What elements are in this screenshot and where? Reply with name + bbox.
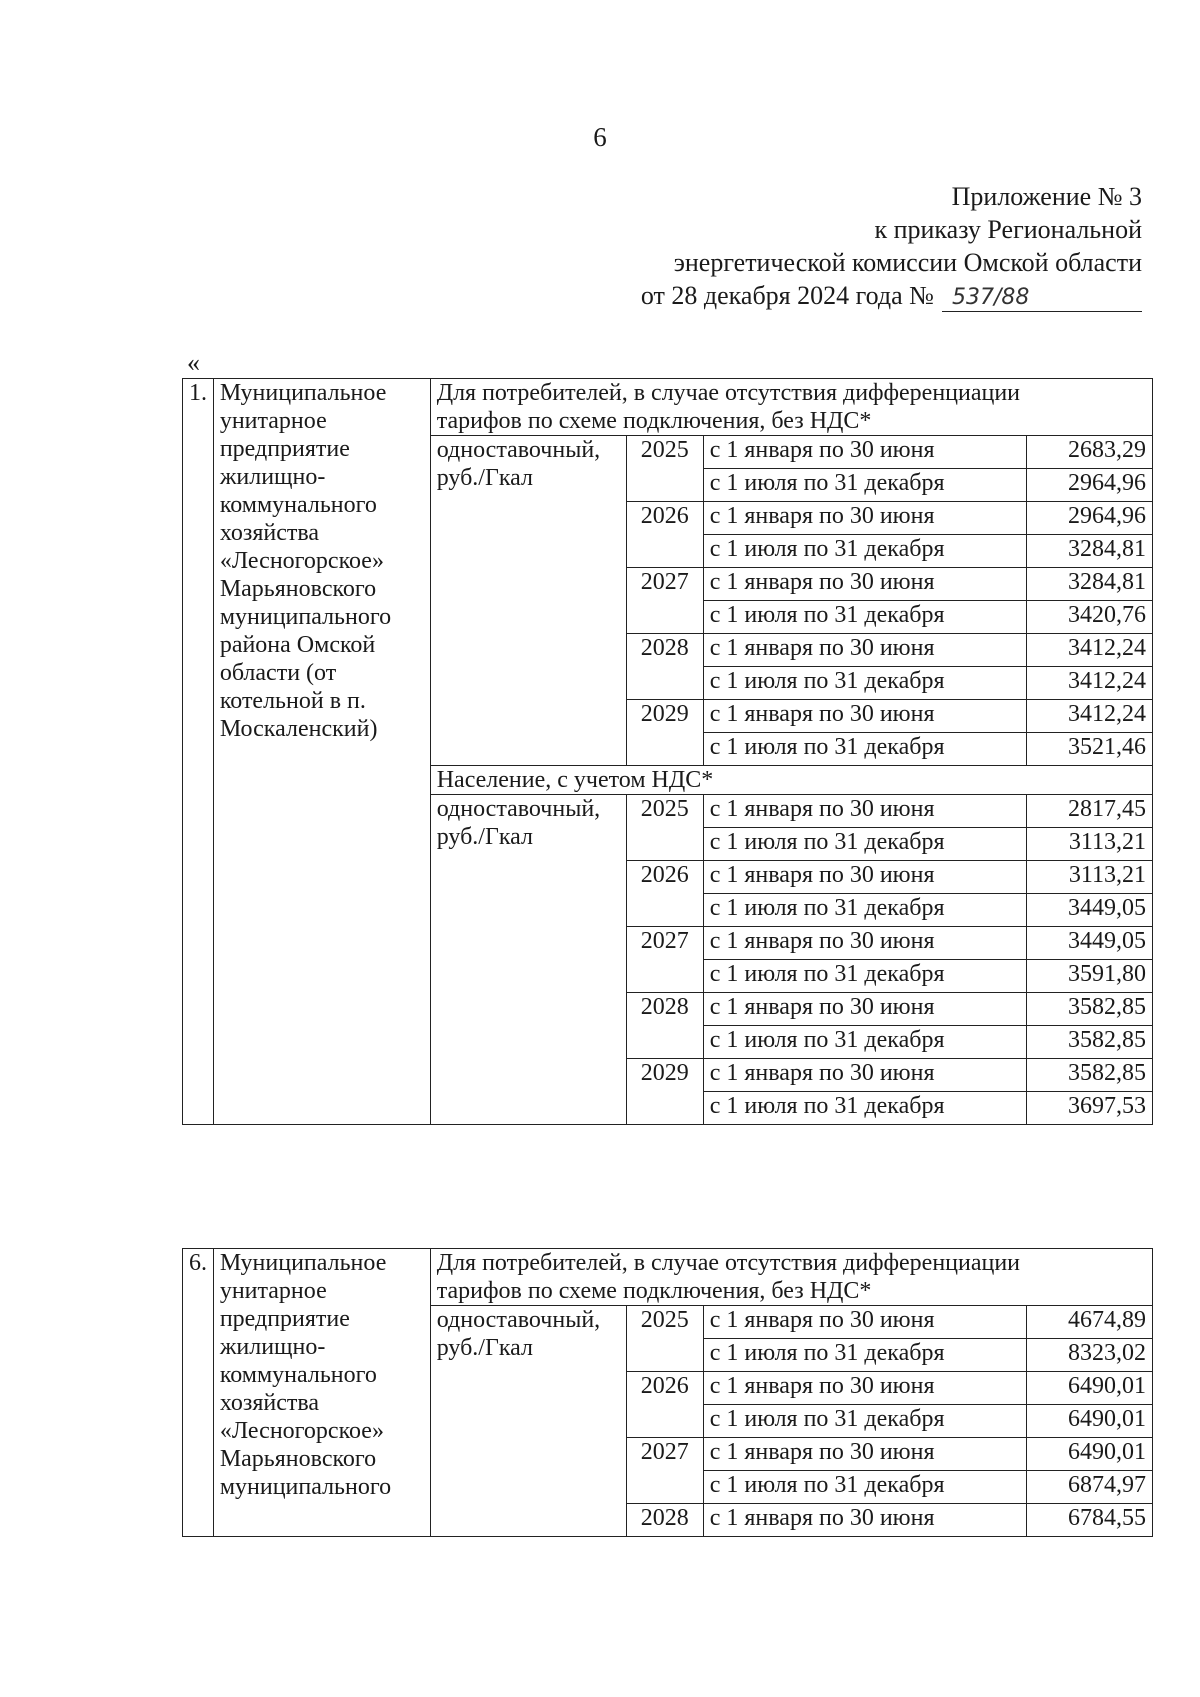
value-cell: 3412,24	[1027, 700, 1153, 733]
value-cell: 3449,05	[1027, 927, 1153, 960]
tariff-table-1	[182, 378, 1153, 1125]
year-cell: 2026	[626, 861, 703, 927]
value-cell: 3412,24	[1027, 634, 1153, 667]
row-number: 6.	[183, 1249, 214, 1537]
period-cell: с 1 июля по 31 декабря	[703, 960, 1027, 993]
cell-line: муниципального	[219, 604, 392, 630]
appendix-line-2: к приказу Региональной	[874, 215, 1142, 244]
cell-line: хозяйства	[219, 1390, 320, 1416]
period-cell: с 1 января по 30 июня	[703, 993, 1027, 1026]
cell-line: «Лесногорское»	[219, 1418, 384, 1444]
cell-line: одноставочный,	[436, 1307, 601, 1333]
appendix-line-3: энергетической комиссии Омской области	[673, 248, 1142, 277]
cell-line: Муниципальное	[219, 1250, 387, 1276]
section-heading-row	[183, 1249, 1153, 1306]
period-cell: с 1 июля по 31 декабря	[703, 1092, 1027, 1125]
period-cell: с 1 января по 30 июня	[703, 1438, 1027, 1471]
year-cell: 2026	[626, 502, 703, 568]
cell-line: муниципального	[219, 1474, 392, 1500]
value-cell: 2817,45	[1027, 795, 1153, 828]
row-number: 1.	[183, 379, 214, 1125]
period-cell: с 1 июля по 31 декабря	[703, 1471, 1027, 1504]
cell-line: Москаленский)	[219, 716, 378, 742]
period-cell: с 1 января по 30 июня	[703, 861, 1027, 894]
appendix-header	[641, 180, 1142, 312]
period-cell: с 1 июля по 31 декабря	[703, 1405, 1027, 1438]
order-date: от 28 декабря 2024 года №	[640, 281, 934, 310]
value-cell: 3113,21	[1027, 861, 1153, 894]
value-cell: 3697,53	[1027, 1092, 1153, 1125]
year-cell: 2027	[626, 568, 703, 634]
period-cell: с 1 января по 30 июня	[703, 502, 1027, 535]
period-cell: с 1 июля по 31 декабря	[703, 1026, 1027, 1059]
tariff-type	[430, 795, 626, 1125]
value-cell: 3412,24	[1027, 667, 1153, 700]
period-cell: с 1 января по 30 июня	[703, 1372, 1027, 1405]
value-cell: 3591,80	[1027, 960, 1153, 993]
value-cell: 3582,85	[1027, 1059, 1153, 1092]
cell-line: предприятие	[219, 1306, 350, 1332]
order-number-handwritten: 537/88	[942, 285, 1142, 312]
cell-line: одноставочный,	[436, 796, 601, 822]
period-cell: с 1 июля по 31 декабря	[703, 667, 1027, 700]
cell-line: жилищно-	[219, 464, 326, 490]
cell-line: Население, с учетом НДС*	[436, 767, 714, 793]
period-cell: с 1 июля по 31 декабря	[703, 469, 1027, 502]
cell-line: котельной в п.	[219, 688, 366, 714]
cell-line: Муниципальное	[219, 380, 387, 406]
year-cell: 2027	[626, 1438, 703, 1504]
order-line	[641, 279, 1142, 312]
period-cell: с 1 января по 30 июня	[703, 795, 1027, 828]
year-cell: 2028	[626, 634, 703, 700]
period-cell: с 1 января по 30 июня	[703, 927, 1027, 960]
period-cell: с 1 января по 30 июня	[703, 700, 1027, 733]
period-cell: с 1 января по 30 июня	[703, 1059, 1027, 1092]
value-cell: 3582,85	[1027, 1026, 1153, 1059]
section-heading	[430, 379, 1152, 436]
cell-line: «Лесногорское»	[219, 548, 384, 574]
value-cell: 3284,81	[1027, 568, 1153, 601]
value-cell: 6784,55	[1027, 1504, 1153, 1537]
organization-name	[213, 1249, 430, 1537]
cell-line: Для потребителей, в случае отсутствия дифференциации	[436, 1250, 1021, 1276]
cell-line: тарифов по схеме подключения, без НДС*	[436, 1278, 872, 1304]
value-cell: 2964,96	[1027, 502, 1153, 535]
year-cell: 2025	[626, 795, 703, 861]
period-cell: с 1 июля по 31 декабря	[703, 733, 1027, 766]
cell-line: коммунального	[219, 492, 377, 518]
section-heading	[430, 766, 1152, 795]
cell-line: руб./Гкал	[436, 465, 533, 491]
value-cell: 6490,01	[1027, 1438, 1153, 1471]
cell-line: руб./Гкал	[436, 1335, 533, 1361]
cell-line: жилищно-	[219, 1334, 326, 1360]
cell-line: унитарное	[219, 408, 327, 434]
year-cell: 2028	[626, 1504, 703, 1537]
cell-line: тарифов по схеме подключения, без НДС*	[436, 408, 872, 434]
year-cell: 2029	[626, 700, 703, 766]
page-number: 6	[593, 122, 607, 152]
tariff-type	[430, 436, 626, 766]
period-cell: с 1 января по 30 июня	[703, 436, 1027, 469]
value-cell: 4674,89	[1027, 1306, 1153, 1339]
cell-line: коммунального	[219, 1362, 377, 1388]
value-cell: 3449,05	[1027, 894, 1153, 927]
value-cell: 6874,97	[1027, 1471, 1153, 1504]
year-cell: 2028	[626, 993, 703, 1059]
year-cell: 2027	[626, 927, 703, 993]
year-cell: 2029	[626, 1059, 703, 1125]
value-cell: 2683,29	[1027, 436, 1153, 469]
cell-line: руб./Гкал	[436, 824, 533, 850]
organization-name	[213, 379, 430, 1125]
value-cell: 3521,46	[1027, 733, 1153, 766]
value-cell: 2964,96	[1027, 469, 1153, 502]
value-cell: 8323,02	[1027, 1339, 1153, 1372]
period-cell: с 1 января по 30 июня	[703, 1306, 1027, 1339]
value-cell: 6490,01	[1027, 1405, 1153, 1438]
cell-line: Марьяновского	[219, 576, 377, 602]
tariff-type	[430, 1306, 626, 1537]
value-cell: 3284,81	[1027, 535, 1153, 568]
period-cell: с 1 января по 30 июня	[703, 568, 1027, 601]
opening-quote: «	[187, 348, 200, 377]
section-heading	[430, 1249, 1152, 1306]
cell-line: Для потребителей, в случае отсутствия дифференциации	[436, 380, 1021, 406]
period-cell: с 1 июля по 31 декабря	[703, 601, 1027, 634]
cell-line: хозяйства	[219, 520, 320, 546]
period-cell: с 1 января по 30 июня	[703, 1504, 1027, 1537]
cell-line: предприятие	[219, 436, 350, 462]
tariff-table-2	[182, 1248, 1153, 1537]
section-heading-row	[183, 379, 1153, 436]
year-cell: 2025	[626, 1306, 703, 1372]
value-cell: 3582,85	[1027, 993, 1153, 1026]
cell-line: Марьяновского	[219, 1446, 377, 1472]
period-cell: с 1 июля по 31 декабря	[703, 894, 1027, 927]
year-cell: 2026	[626, 1372, 703, 1438]
period-cell: с 1 июля по 31 декабря	[703, 828, 1027, 861]
year-cell: 2025	[626, 436, 703, 502]
cell-line: унитарное	[219, 1278, 327, 1304]
value-cell: 3420,76	[1027, 601, 1153, 634]
appendix-title: Приложение № 3	[951, 182, 1142, 211]
period-cell: с 1 июля по 31 декабря	[703, 1339, 1027, 1372]
cell-line: района Омской	[219, 632, 376, 658]
cell-line: области (от	[219, 660, 337, 686]
cell-line: одноставочный,	[436, 437, 601, 463]
period-cell: с 1 января по 30 июня	[703, 634, 1027, 667]
period-cell: с 1 июля по 31 декабря	[703, 535, 1027, 568]
value-cell: 3113,21	[1027, 828, 1153, 861]
value-cell: 6490,01	[1027, 1372, 1153, 1405]
